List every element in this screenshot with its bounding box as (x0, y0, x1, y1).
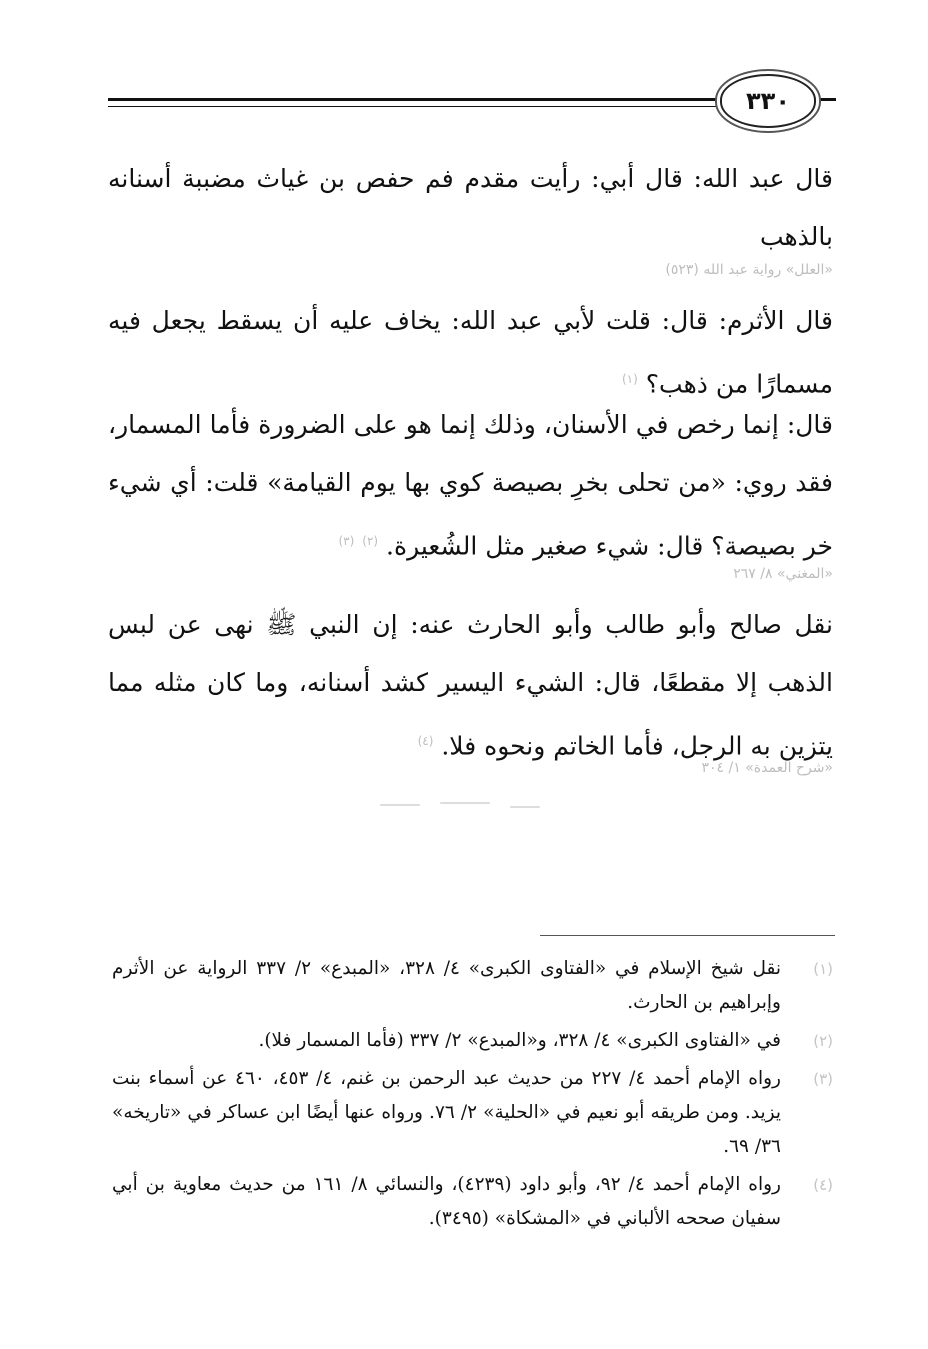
page-number-badge (720, 74, 816, 128)
footnote-separator (540, 935, 835, 936)
footnote-number: (٣) (813, 1070, 833, 1088)
faint-scan-marks (380, 798, 560, 812)
footnotes (112, 952, 833, 1240)
footnote-marker-4: (٤) (417, 734, 434, 748)
footnote-3 (112, 1062, 833, 1164)
header-rule-thin (108, 106, 728, 107)
source-ref-4: «شرح العمدة» ١/ ٣٠٤ (701, 760, 833, 776)
source-ref-1: «العلل» رواية عبد الله (٥٢٣) (665, 262, 833, 278)
paragraph-2-text: قال الأثرم: قال: قلت لأبي عبد الله: يخاف عليه أن يسقط يجعل فيه مسمارًا من ذهب؟ (108, 306, 833, 399)
paragraph-4 (108, 596, 833, 775)
footnote-number: (٢) (813, 1032, 833, 1050)
footnote-marker-1: (١) (621, 372, 638, 386)
page-number: ٣٣٠ (746, 87, 790, 115)
footnote-number: (٤) (813, 1176, 833, 1194)
source-ref-3: «المغني» ٨/ ٢٦٧ (733, 566, 833, 582)
footnote-text: نقل شيخ الإسلام في «الفتاوى الكبرى» ٤/ ٣٢٨، «المبدع» ٢/ ٣٣٧ الرواية عن الأثرم وإبراهيم بن الحارث. (112, 958, 781, 1013)
footnote-2 (112, 1024, 833, 1058)
header-rule (108, 98, 728, 101)
footnote-text: رواه الإمام أحمد ٤/ ٢٢٧ من حديث عبد الرحمن بن غنم، ٤/ ٤٥٣، ٤٦٠ عن أسماء بنت يزيد. ومن طريقه أبو نعيم في «الحلية» ٢/ ٧٦. ورواه عنها أيضًا ابن عساكر في «تاريخه» ٣٦/ ٦٩. (112, 1068, 781, 1157)
paragraph-4-text: نقل صالح وأبو طالب وأبو الحارث عنه: إن النبي ﷺ نهى عن لبس الذهب إلا مقطعًا، قال: الشيء اليسير كشد أسنانه، وما كان مثله مما يتزين به الرجل، فأما الخاتم ونحوه فلا. (108, 610, 833, 761)
paragraph-3-text: قال: إنما رخص في الأسنان، وذلك إنما هو على الضرورة فأما المسمار، فقد روي: «من تحلى بخرِ بصيصة كوي بها يوم القيامة» قلت: أي شيء خر بصيصة؟ قال: شيء صغير مثل الشُعيرة. (108, 410, 833, 561)
footnote-4 (112, 1168, 833, 1236)
footnote-marker-2: (٢) (362, 534, 379, 548)
paragraph-3 (108, 396, 833, 575)
footnote-number: (١) (813, 960, 833, 978)
paragraph-1-text: قال عبد الله: قال أبي: رأيت مقدم فم حفص بن غياث مضببة أسنانه بالذهب (108, 164, 833, 251)
footnote-text: في «الفتاوى الكبرى» ٤/ ٣٢٨، و«المبدع» ٢/ ٣٣٧ (فأما المسمار فلا). (258, 1030, 781, 1051)
footnote-1 (112, 952, 833, 1020)
paragraph-1 (108, 150, 833, 266)
footnote-text: رواه الإمام أحمد ٤/ ٩٢، وأبو داود (٤٢٣٩)، والنسائي ٨/ ١٦١ من حديث معاوية بن أبي سفيان صححه الألباني في «المشكاة» (٣٤٩٥). (112, 1174, 781, 1229)
footnote-marker-3: (٣) (338, 534, 355, 548)
